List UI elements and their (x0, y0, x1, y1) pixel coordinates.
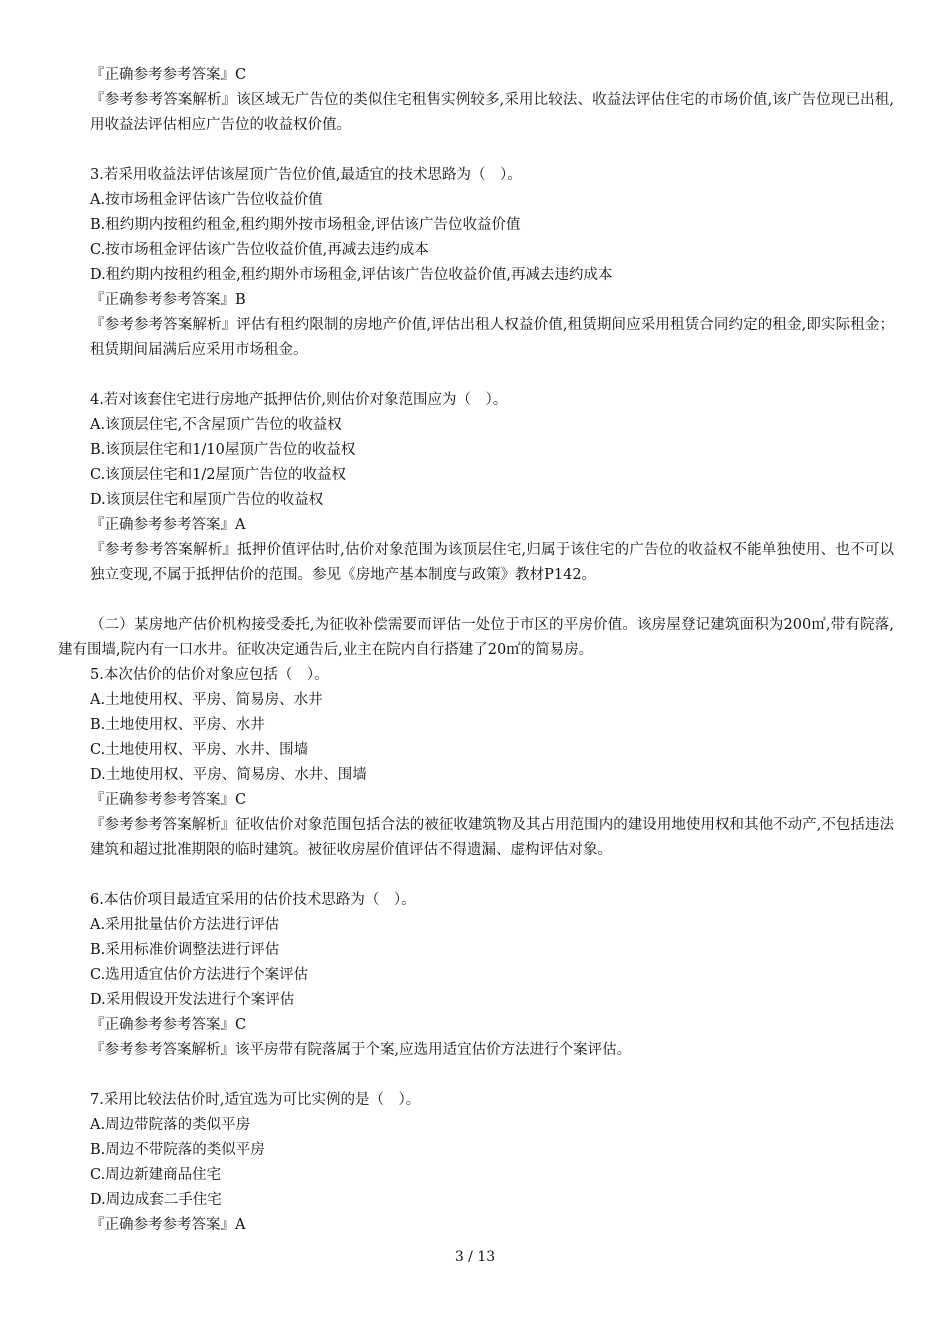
question-stem: 5.本次估价的估价对象应包括（ ）。 (90, 667, 329, 683)
analysis-paragraph: 『参考参考答案解析』抵押价值评估时,估价对象范围为该顶层住宅,归属于该住宅的广告位的收益权不能单独使用、也不可以独立变现,不属于抵押估价的范围。参见《房地产基本制度与政策》教材P142。 (90, 542, 894, 583)
option-b: B.租约期内按租约租金,租约期外按市场租金,评估该广告位收益价值 (90, 217, 521, 233)
case-2-question-5 (58, 613, 894, 863)
page-number: 3 / 13 (454, 1249, 496, 1265)
question-3 (58, 163, 894, 363)
question-7 (58, 1088, 894, 1238)
option-c: C.该顶层住宅和1/2屋顶广告位的收益权 (90, 467, 347, 483)
option-a: A.土地使用权、平房、简易房、水井 (90, 692, 323, 708)
question-stem: 6.本估价项目最适宜采用的估价技术思路为（ ）。 (90, 892, 416, 908)
answer-line: 『正确参考参考答案』C (90, 792, 247, 808)
option-d: D.采用假设开发法进行个案评估 (90, 992, 295, 1008)
question-6 (58, 888, 894, 1063)
answer-line: 『正确参考参考答案』C (90, 1017, 247, 1033)
analysis-paragraph: 『参考参考答案解析』征收估价对象范围包括合法的被征收建筑物及其占用范围内的建设用地使用权和其他不动产,不包括违法建筑和超过批准期限的临时建筑。被征收房屋价值评估不得遗漏、虚构评估对象。 (90, 817, 894, 858)
question-stem: 4.若对该套住宅进行房地产抵押估价,则估价对象范围应为（ ）。 (90, 392, 508, 408)
option-b: B.周边不带院落的类似平房 (90, 1142, 265, 1158)
answer-line: 『正确参考参考答案』C (90, 67, 247, 83)
analysis-paragraph: 『参考参考答案解析』评估有租约限制的房地产价值,评估出租人权益价值,租赁期间应采用租赁合同约定的租金,即实际租金；租赁期间届满后应采用市场租金。 (90, 317, 894, 358)
case-intro-paragraph: （二）某房地产估价机构接受委托,为征收补偿需要而评估一处位于市区的平房价值。该房屋登记建筑面积为200㎡,带有院落,建有围墙,院内有一口水井。征收决定通告后,业主在院内自行搭建了20㎡的简易房。 (58, 617, 894, 658)
question-2-answer-block (58, 63, 894, 138)
answer-line: 『正确参考参考答案』A (90, 1217, 246, 1233)
option-d: D.该顶层住宅和屋顶广告位的收益权 (90, 492, 324, 508)
option-d: D.租约期内按租约租金,租约期外市场租金,评估该广告位收益价值,再减去违约成本 (90, 267, 613, 283)
document-body (58, 63, 894, 1263)
question-stem: 7.采用比较法估价时,适宜选为可比实例的是（ ）。 (90, 1092, 421, 1108)
option-b: B.该顶层住宅和1/10屋顶广告位的收益权 (90, 442, 356, 458)
option-a: A.采用批量估价方法进行评估 (90, 917, 280, 933)
option-d: D.周边成套二手住宅 (90, 1192, 222, 1208)
option-b: B.采用标准价调整法进行评估 (90, 942, 280, 958)
answer-line: 『正确参考参考答案』B (90, 292, 246, 308)
analysis-paragraph: 『参考参考答案解析』该区域无广告位的类似住宅租售实例较多,采用比较法、收益法评估住宅的市场价值,该广告位现已出租,用收益法评估相应广告位的收益权价值。 (90, 92, 894, 133)
analysis-paragraph: 『参考参考答案解析』该平房带有院落属于个案,应选用适宜估价方法进行个案评估。 (90, 1042, 632, 1058)
answer-line: 『正确参考参考答案』A (90, 517, 246, 533)
option-c: C.按市场租金评估该广告位收益价值,再减去违约成本 (90, 242, 429, 258)
option-c: C.周边新建商品住宅 (90, 1167, 222, 1183)
option-a: A.该顶层住宅,不含屋顶广告位的收益权 (90, 417, 342, 433)
option-d: D.土地使用权、平房、简易房、水井、围墙 (90, 767, 367, 783)
option-b: B.土地使用权、平房、水井 (90, 717, 265, 733)
option-a: A.周边带院落的类似平房 (90, 1117, 251, 1133)
question-stem: 3.若采用收益法评估该屋顶广告位价值,最适宜的技术思路为（ ）。 (90, 167, 522, 183)
option-c: C.土地使用权、平房、水井、围墙 (90, 742, 309, 758)
option-a: A.按市场租金评估该广告位收益价值 (90, 192, 323, 208)
option-c: C.选用适宜估价方法进行个案评估 (90, 967, 309, 983)
question-4 (58, 388, 894, 588)
